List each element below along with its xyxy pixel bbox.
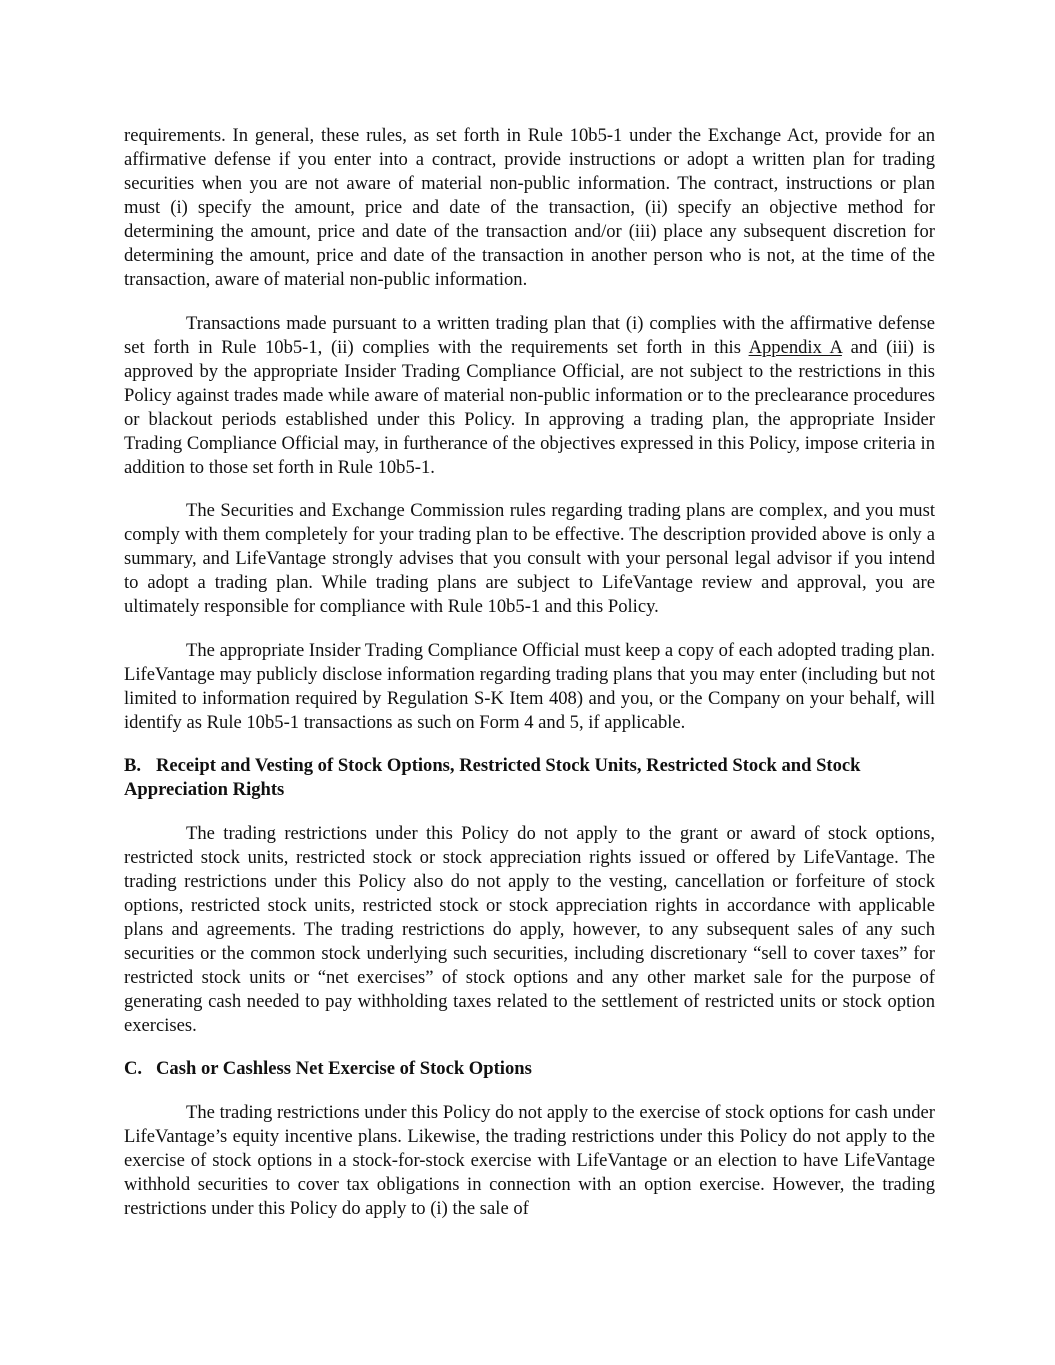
paragraph-text-before-link: Transactions made pursuant to a written trading plan that (i) complies with the affirmative defense set forth in Rule 10b5-1, (ii) complies with the requirements set forth in this <box>124 312 935 358</box>
paragraph-sec-rules-complex: The Securities and Exchange Commission rules regarding trading plans are complex, and you must comply with them completely for your trading plan to be effective. The description provided above is only a summary, and LifeVantage strongly advises that you consult with your personal legal advisor if you intend to adopt a trading plan. While trading plans are subject to LifeVantage review and approval, you are ultimately responsible for compliance with Rule 10b5-1 and this Policy. <box>124 500 935 617</box>
section-b-body: The trading restrictions under this Policy do not apply to the grant or award of stock options, restricted stock units, restricted stock or stock appreciation rights issued or offered by LifeVantage. The trading restrictions under this Policy also do not apply to the vesting, cancellation or forfeiture of stock options, restricted stock units, restricted stock or stock appreciation rights in accordance with applicable plans and agreements. The trading restrictions do apply, however, to any subsequent sales of any such securities or the common stock underlying such securities, including discretionary “sell to cover taxes” for restricted stock units or “net exercises” of stock options and any other market sale for the purpose of generating cash needed to pay withholding taxes related to the settlement of restricted units or stock option exercises. <box>124 822 935 1036</box>
section-c-letter: C. <box>124 1058 143 1079</box>
section-c-body: The trading restrictions under this Policy do not apply to the exercise of stock options for cash under LifeVantage’s equity incentive plans. Likewise, the trading restrictions under this Policy do not apply to the exercise of stock options in a stock-for-stock exercise with LifeVantage or an election to have LifeVantage withhold securities to cover tax obligations in connection with an option exercise. However, the trading restrictions under this Policy do apply to (i) the sale of <box>124 1101 935 1219</box>
section-b-title: Receipt and Vesting of Stock Options, Restricted Stock Units, Restricted Stock and Stock Appreciation Rights <box>124 755 861 800</box>
section-b-letter: B. <box>124 755 142 776</box>
section-c-title: Cash or Cashless Net Exercise of Stock Options <box>156 1058 532 1079</box>
section-b-heading <box>124 754 935 802</box>
paragraph-copy-of-trading-plan: The appropriate Insider Trading Compliance Official must keep a copy of each adopted trading plan. LifeVantage may publicly disclose information regarding trading plans that you may enter (including but not limited to information required by Regulation S-K Item 408) and you, or the Company on your behalf, will identify as Rule 10b5-1 transactions as such on Form 4 and 5, if applicable. <box>124 639 935 733</box>
document-page <box>124 124 935 1240</box>
appendix-a-reference: Appendix A <box>748 336 842 358</box>
paragraph-rule-10b5-1-requirements: requirements. In general, these rules, as set forth in Rule 10b5-1 under the Exchange Act, provide for an affirmative defense if you enter into a contract, provide instructions or adopt a written plan for trading securities when you are not aware of material non-public information. The contract, instructions or plan must (i) specify the amount, price and date of the transaction, (ii) specify an objective method for determining the amount, price and date of the transaction and/or (iii) place any subsequent discretion for determining the amount, price and date of the transaction in another person who is not, at the time of the transaction, aware of material non-public information. <box>124 125 935 290</box>
section-c-heading <box>124 1057 935 1081</box>
paragraph-text-after-link: and (iii) is approved by the appropriate Insider Trading Compliance Official, are not subject to the restrictions in this Policy against trades made while aware of material non-public information or to the preclearance procedures or blackout periods established under this Policy. In approving a trading plan, the appropriate Insider Trading Compliance Official may, in furtherance of the objectives expressed in this Policy, impose criteria in addition to those set forth in Rule 10b5-1. <box>124 336 935 478</box>
paragraph-trading-plan-transactions <box>124 312 935 480</box>
